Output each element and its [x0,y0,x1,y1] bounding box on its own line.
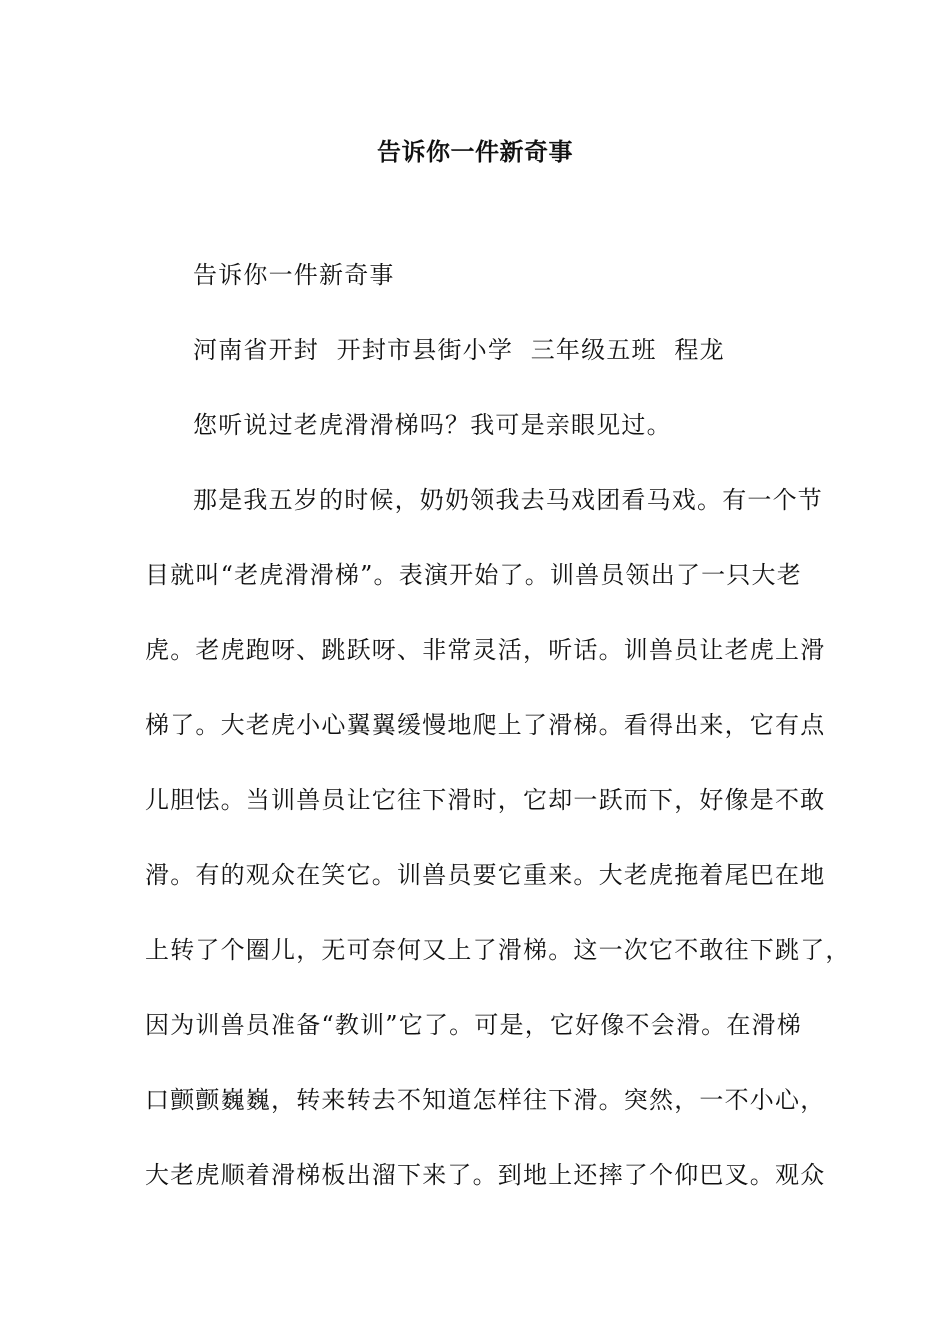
paragraph-line: 因为训兽员准备“教训”它了。可是，它好像不会滑。在滑梯 [145,1011,802,1039]
author-line: 河南省开封 开封市县街小学 三年级五班 程龙 [193,336,725,364]
paragraph-line: 上转了个圈儿，无可奈何又上了滑梯。这一次它不敢往下跳了， [145,936,851,964]
paragraph-line: 大老虎顺着滑梯板出溜下来了。到地上还摔了个仰巴叉。观众 [145,1161,826,1189]
subtitle: 告诉你一件新奇事 [193,261,395,289]
paragraph-line: 目就叫“老虎滑滑梯”。表演开始了。训兽员领出了一只大老 [145,561,802,589]
paragraph-line: 虎。老虎跑呀、跳跃呀、非常灵活，听话。训兽员让老虎上滑 [145,636,826,664]
paragraph-line: 梯了。大老虎小心翼翼缓慢地爬上了滑梯。看得出来，它有点 [145,711,826,739]
intro-line: 您听说过老虎滑滑梯吗？我可是亲眼见过。 [193,411,672,439]
paragraph-line: 那是我五岁的时候，奶奶领我去马戏团看马戏。有一个节 [193,486,823,514]
paragraph-line: 儿胆怯。当训兽员让它往下滑时，它却一跃而下，好像是不敢 [145,786,826,814]
paragraph-line: 口颤颤巍巍，转来转去不知道怎样往下滑。突然，一不小心， [145,1086,826,1114]
paragraph-line: 滑。有的观众在笑它。训兽员要它重来。大老虎拖着尾巴在地 [145,861,826,889]
document-title: 告诉你一件新奇事 [377,137,573,166]
